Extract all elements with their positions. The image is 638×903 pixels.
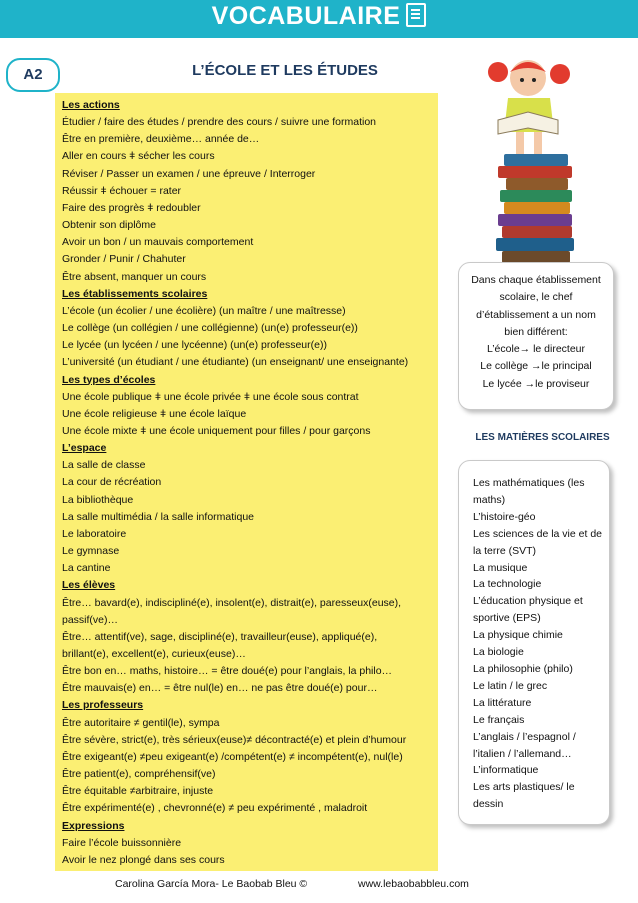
matiere-item: La technologie [473,578,542,591]
section-heading: Les professeurs [62,699,144,712]
matiere-item: sportive (EPS) [473,612,541,625]
vocabulary-item: passif(ve)… [62,613,119,626]
vocabulary-item: Une école religieuse ǂ une école laïque [62,407,247,420]
vocabulary-item: Avoir le nez plongé dans ses cours [62,853,225,866]
vocabulary-item: Être bon en… maths, histoire… = être doué(e) pour l’anglais, la philo… [62,665,393,678]
vocabulary-item: La bibliothèque [62,493,134,506]
vocabulary-item: brillant(e), excellent(e), curieux(euse)… [62,648,246,660]
matiere-item: l’italien / l’allemand… [473,747,572,760]
matiere-item: Les arts plastiques/ le [473,781,575,794]
vocabulary-item: Être sévère, strict(e), très sérieux(euse)≠ décontracté(e) et plein d’humour [62,733,407,746]
vocabulary-item: Être mauvais(e) en… = être nul(le) en… ne pas être doué(e) pour… [62,682,378,695]
info-line: scolaire, le chef [499,291,573,304]
level-badge: A2 [6,58,60,92]
vocabulary-item: Gronder / Punir / Chahuter [62,253,186,266]
vocabulary-item: Être patient(e), compréhensif(ve) [62,768,216,781]
footer-website: www.lebaobabbleu.com [358,878,469,890]
vocabulary-item: Une école publique ǂ une école privée ǂ une école sous contrat [62,390,359,403]
matiere-item: Le français [473,713,525,726]
subtitle: L’ÉCOLE ET LES ÉTUDES [192,62,378,79]
vocabulary-item: La salle multimédia / la salle informatique [62,510,255,523]
document-icon [406,3,426,27]
info-line: d’établissement a un nom [476,308,596,321]
info-line: Le lycée →le proviseur [482,377,590,390]
vocabulary-item: Être équitable ≠arbitraire, injuste [62,785,214,798]
vocabulary-item: Réviser / Passer un examen / une épreuve / Interroger [62,167,316,180]
section-heading: Les élèves [62,579,116,592]
vocabulary-list [62,97,442,869]
vocabulary-item: Étudier / faire des études / prendre des cours / suivre une formation [62,116,377,129]
vocabulary-item: La cour de récréation [62,476,162,489]
vocabulary-item: Une école mixte ǂ une école uniquement pour filles / pour garçons [62,424,371,437]
matiere-item: Les sciences de la vie et de [473,527,602,540]
vocabulary-item: Être… bavard(e), indiscipliné(e), insolent(e), distrait(e), paresseux(euse), [62,596,402,609]
vocabulary-item: La cantine [62,562,111,575]
vocabulary-item: Faire des progrès ǂ redoubler [62,201,201,214]
page-title [0,2,638,31]
page-title-text: VOCABULAIRE [211,2,401,30]
matiere-item: Les mathématiques (les [473,477,585,489]
section-heading: Expressions [62,819,125,832]
section-heading: Les actions [62,99,120,111]
section-heading: L’espace [62,442,107,455]
matiere-item: L’histoire-géo [473,510,536,523]
matiere-item: L’informatique [473,764,539,777]
vocabulary-item: Être expérimenté(e) , chevronné(e) ≠ peu expérimenté , maladroit [62,802,368,815]
vocabulary-item: La salle de classe [62,459,146,472]
vocabulary-item: Être absent, manquer un cours [62,270,207,283]
girl-reading-books-illustration [468,50,598,265]
matiere-item: La littérature [473,696,532,709]
vocabulary-item: L’université (un étudiant / une étudiante) (un enseignant/ une enseignante) [62,356,409,369]
matiere-item: L’éducation physique et [473,595,583,608]
vocabulary-item: Obtenir son diplôme [62,219,156,232]
info-line: Le collège →le principal [480,360,592,373]
vocabulary-item: Le collège (un collégien / une collégienne) (un(e) professeur(e)) [62,322,358,335]
vocabulary-item: Être autoritaire ≠ gentil(le), sympa [62,716,220,729]
footer-author: Carolina García Mora- Le Baobab Bleu © [115,878,308,890]
matiere-item: La physique chimie [473,629,563,642]
vocabulary-item: Le gymnase [62,545,120,558]
info-line: Dans chaque établissement [471,274,601,286]
matiere-item: La biologie [473,646,524,659]
matiere-item: maths) [473,493,506,506]
vocabulary-item: Avoir un bon / un mauvais comportement [62,236,254,249]
matiere-item: Le latin / le grec [473,679,548,692]
vocabulary-item: Être en première, deuxième… année de… [62,133,260,146]
matieres-title: LES MATIÈRES SCOLAIRES [475,432,610,443]
matiere-item: la terre (SVT) [473,544,537,557]
section-heading: Les établissements scolaires [62,287,208,300]
matieres-list [473,475,603,813]
matiere-item: La musique [473,561,528,574]
matiere-item: La philosophie (philo) [473,662,573,675]
matiere-item: L’anglais / l’espagnol / [473,730,576,743]
matiere-item: dessin [473,798,504,811]
vocabulary-item: Le lycée (un lycéen / une lycéenne) (un(e) professeur(e)) [62,339,327,352]
info-line: bien différent: [504,325,568,338]
vocabulary-item: Faire l’école buissonnière [62,836,182,849]
vocabulary-item: Être… attentif(ve), sage, discipliné(e), travailleur(euse), appliqué(e), [62,630,378,643]
vocabulary-item: Être exigeant(e) ≠peu exigeant(e) /compétent(e) ≠ incompétent(e), nul(le) [62,750,403,763]
matieres-panel [458,460,610,825]
vocabulary-item: Le laboratoire [62,527,127,540]
vocabulary-item: L’école (un écolier / une écolière) (un maître / une maîtresse) [62,304,346,317]
vocabulary-item: Réussir ǂ échouer = rater [62,184,182,197]
vocabulary-item: Aller en cours ǂ sécher les cours [62,150,215,163]
info-line: L’école→ le directeur [486,343,586,356]
info-box [458,262,614,410]
section-heading: Les types d’écoles [62,373,156,386]
